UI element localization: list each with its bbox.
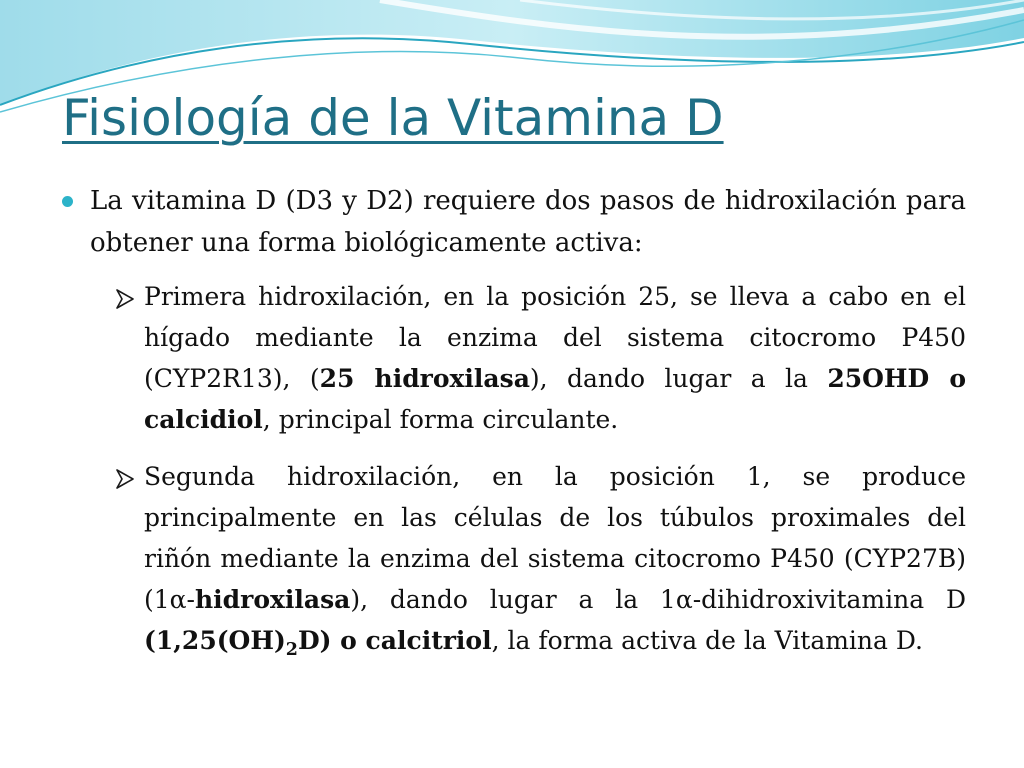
sub-bullet-item-1-text <box>144 276 966 440</box>
sub-bullet-item-2-text <box>144 456 966 661</box>
arrow-bullet-icon <box>114 288 144 314</box>
round-bullet-icon <box>62 196 73 207</box>
slide-title: Fisiología de la Vitamina D <box>62 89 724 147</box>
bullet-item-1 <box>62 180 966 264</box>
arrow-bullet-icon <box>114 468 144 494</box>
sub2-bold-product-subscript: 2 <box>285 640 298 660</box>
sub-bullet-item-1 <box>114 276 966 440</box>
sub2-text-part-1: Segunda hidroxilación, en la posición 1, se produce principalmente en las células de los túbulos proximales del riñón mediante la enzima del sistema citocromo P450 (CYP27B) (1α- <box>144 462 966 614</box>
sub1-text-part-2: ), dando lugar a la <box>529 364 828 393</box>
sub2-text-part-3: , la forma activa de la Vitamina D. <box>491 626 923 655</box>
sub2-bold-product <box>144 626 492 660</box>
sub2-text-part-2: ), dando lugar a la 1α-dihidroxivitamina D <box>350 585 966 614</box>
sub-bullet-item-2 <box>114 456 966 661</box>
bullet-item-1-text: La vitamina D (D3 y D2) requiere dos pasos de hidroxilación para obtener una forma biológicamente activa: <box>90 186 966 258</box>
sub1-bold-product: 25OHD o calcidiol <box>144 364 966 434</box>
sub2-bold-enzyme: hidroxilasa <box>195 585 351 614</box>
sub2-bold-product-a: (1,25(OH) <box>144 626 286 655</box>
slide-content <box>62 180 966 661</box>
sub1-text-part-1: Primera hidroxilación, en la posición 25, se lleva a cabo en el hígado mediante la enzima del sistema citocromo P450 (CYP2R13), ( <box>144 282 966 393</box>
sub1-bold-enzyme: 25 hidroxilasa <box>319 364 530 393</box>
sub2-bold-product-b: D) o calcitriol <box>297 626 492 655</box>
sub1-text-part-3: , principal forma circulante. <box>262 405 619 434</box>
